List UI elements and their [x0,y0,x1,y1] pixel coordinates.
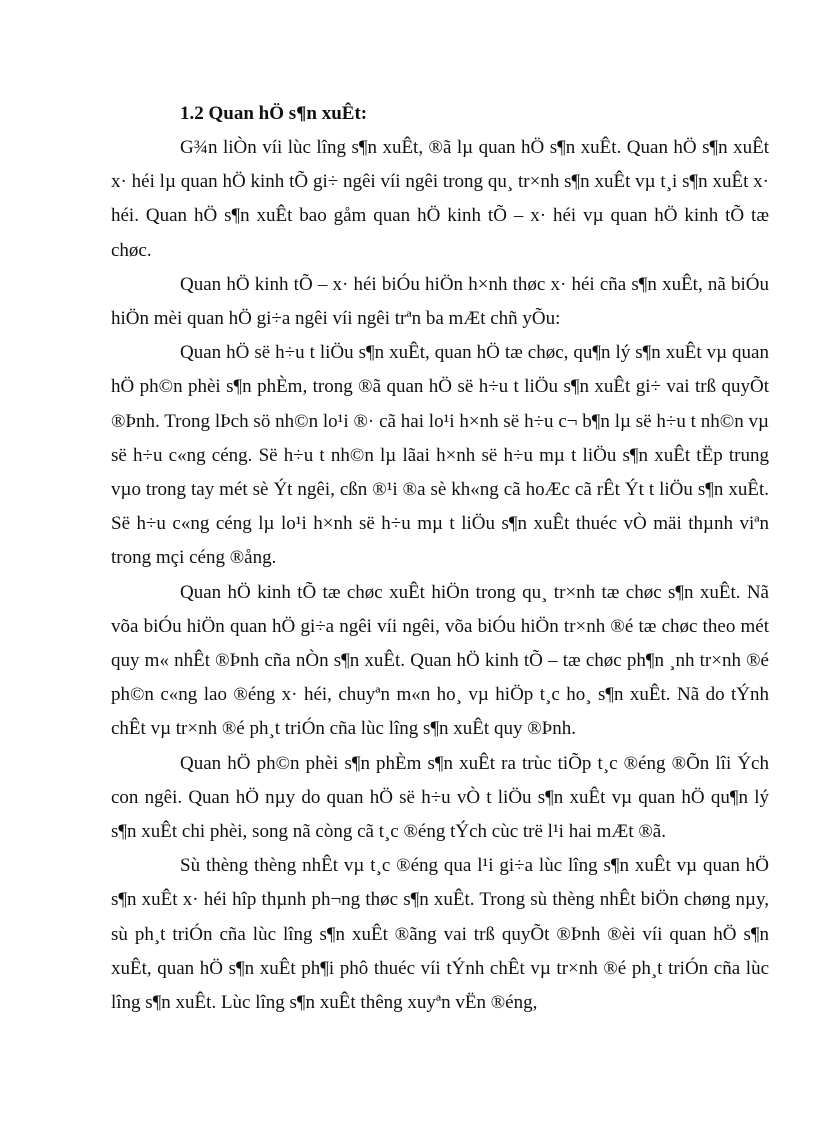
section-heading: 1.2 Quan hÖ s¶n xuÊt: [180,103,368,124]
document-body [111,97,769,1020]
paragraph-3: Quan hÖ së h÷u t liÖu s¶n xuÊt, quan hÖ tæ chøc, qu¶n lý s¶n xuÊt vµ quan hÖ ph©n phèi s¶n phÈm, trong ®ã quan hÖ së h÷u t liÖu s¶n xuÊt gi÷ vai trß quyÕt ®Þnh. Trong lÞch sö nh©n lo¹i ®· cã hai lo¹i h×nh së h÷u c¬ b¶n lµ së h÷u t nh©n vµ së h÷u c«ng céng. Së h÷u t nh©n lµ lãai h×nh së h÷u mµ t liÖu s¶n xuÊt tËp trung vµo trong tay mét sè Ýt ngêi, cßn ®¹i ®a sè kh«ng cã hoÆc cã rÊt Ýt t liÖu s¶n xuÊt. Së h÷u c«ng céng lµ lo¹i h×nh së h÷u mµ t liÖu s¶n xuÊt thuéc vÒ mäi thµnh viªn trong mçi céng ®ång. [111,342,769,569]
paragraph-5: Quan hÖ ph©n phèi s¶n phÈm s¶n xuÊt ra trùc tiÕp t¸c ®éng ®Õn lîi Ých con ngêi. Quan hÖ nµy do quan hÖ së h÷u vÒ t liÖu s¶n xuÊt vµ quan hÖ qu¶n lý s¶n xuÊt chi phèi, song nã còng cã t¸c ®éng tÝch cùc trë l¹i hai mÆt ®ã. [111,752,769,843]
paragraph-6: Sù thèng thèng nhÊt vµ t¸c ®éng qua l¹i gi÷a lùc lîng s¶n xuÊt vµ quan hÖ s¶n xuÊt x· héi hîp thµnh ph¬ng thøc s¶n xuÊt. Trong sù thèng nhÊt biÖn chøng nµy, sù ph¸t triÓn cña lùc lîng s¶n xuÊt ®ãng vai trß quyÕt ®Þnh ®èi víi quan hÖ s¶n xuÊt, quan hÖ s¶n xuÊt ph¶i phô thuéc víi tÝnh chÊt vµ tr×nh ®é ph¸t triÓn cña lùc lîng s¶n xuÊt. Lùc lîng s¶n xuÊt thêng xuyªn vËn ®éng, [111,855,769,1014]
paragraph-4: Quan hÖ kinh tÕ tæ chøc xuÊt hiÖn trong qu¸ tr×nh tæ chøc s¶n xuÊt. Nã võa biÓu hiÖn quan hÖ gi÷a ngêi víi ngêi, võa biÓu hiÖn tr×nh ®é tæ chøc theo mét quy m« nhÊt ®Þnh cña nÒn s¶n xuÊt. Quan hÖ kinh tÕ – tæ chøc ph¶n ¸nh tr×nh ®é ph©n c«ng lao ®éng x· héi, chuyªn m«n ho¸ vµ hiÖp t¸c ho¸ s¶n xuÊt. Nã do tÝnh chÊt vµ tr×nh ®é ph¸t triÓn cña lùc lîng s¶n xuÊt quy ®Þnh. [111,581,769,740]
paragraph-1: G¾n liÒn víi lùc lîng s¶n xuÊt, ®ã lµ quan hÖ s¶n xuÊt. Quan hÖ s¶n xuÊt x· héi lµ quan hÖ kinh tÕ gi÷ ngêi víi ngêi trong qu¸ tr×nh s¶n xuÊt vµ t¸i s¶n xuÊt x· héi. Quan hÖ s¶n xuÊt bao gåm quan hÖ kinh tÕ – x· héi vµ quan hÖ kinh tÕ tæ chøc. [111,137,769,261]
paragraph-2: Quan hÖ kinh tÕ – x· héi biÓu hiÖn h×nh thøc x· héi cña s¶n xuÊt, nã biÓu hiÖn mèi quan hÖ gi÷a ngêi víi ngêi trªn ba mÆt chñ yÕu: [111,273,769,330]
